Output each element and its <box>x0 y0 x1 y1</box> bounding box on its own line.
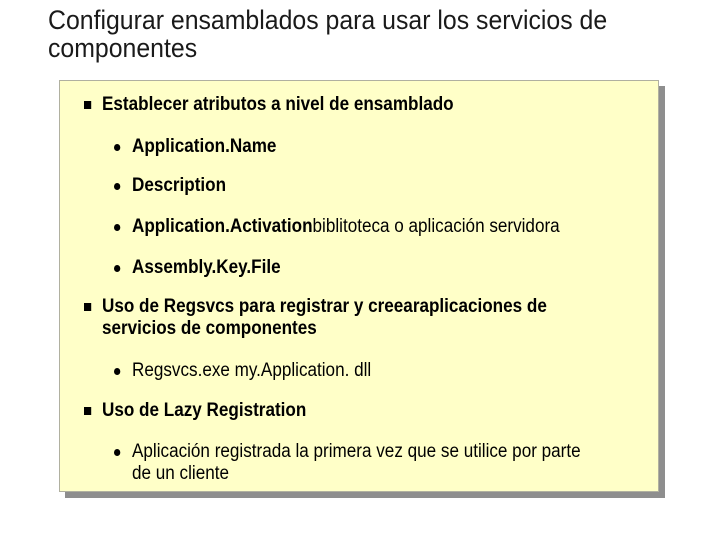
bullet-item-assembly-attributes <box>84 94 454 116</box>
round-bullet-icon <box>114 183 120 190</box>
sub-bullet-lazy-registration-detail <box>114 441 581 485</box>
bullet-text-line-1: Uso de Regsvcs para registrar y creearaplicaciones de <box>102 296 547 317</box>
sub-bullet-normal-part: biblitoteca o aplicación servidora <box>312 216 560 237</box>
square-bullet-icon <box>84 303 91 311</box>
sub-bullet-text-line-2: de un cliente <box>132 463 229 484</box>
sub-bullet-text <box>132 216 560 238</box>
round-bullet-icon <box>114 224 120 231</box>
round-bullet-icon <box>114 144 120 151</box>
round-bullet-icon <box>114 449 120 456</box>
sub-bullet-text: Assembly.Key.File <box>132 257 281 278</box>
sub-bullet-assembly-key-file <box>114 257 281 279</box>
content-panel <box>59 80 659 492</box>
sub-bullet-text-line-1: Aplicación registrada la primera vez que se utilice por parte <box>132 441 581 462</box>
bullet-text: Establecer atributos a nivel de ensamblado <box>102 94 454 115</box>
bullet-text-line-2: servicios de componentes <box>102 318 317 339</box>
sub-bullet-application-name <box>114 136 276 158</box>
square-bullet-icon <box>84 101 91 109</box>
sub-bullet-regsvcs-command <box>114 360 371 382</box>
round-bullet-icon <box>114 265 120 272</box>
round-bullet-icon <box>114 368 120 375</box>
bullet-text: Uso de Lazy Registration <box>102 400 307 421</box>
bullet-item-lazy-registration <box>84 400 306 422</box>
bullet-text <box>102 296 547 340</box>
sub-bullet-text <box>132 441 581 485</box>
sub-bullet-description <box>114 175 226 197</box>
sub-bullet-application-activation <box>114 216 560 238</box>
sub-bullet-text: Regsvcs.exe my.Application. dll <box>132 360 372 381</box>
slide-title <box>48 6 637 62</box>
sub-bullet-bold-part: Application.Activation <box>132 216 313 237</box>
slide-title-line-2: componentes <box>48 33 198 63</box>
square-bullet-icon <box>84 407 91 415</box>
slide-title-line-1: Configurar ensamblados para usar los servicios de <box>48 5 608 35</box>
bullet-item-regsvcs <box>84 296 547 340</box>
sub-bullet-text: Description <box>132 175 227 196</box>
sub-bullet-text: Application.Name <box>132 136 277 157</box>
